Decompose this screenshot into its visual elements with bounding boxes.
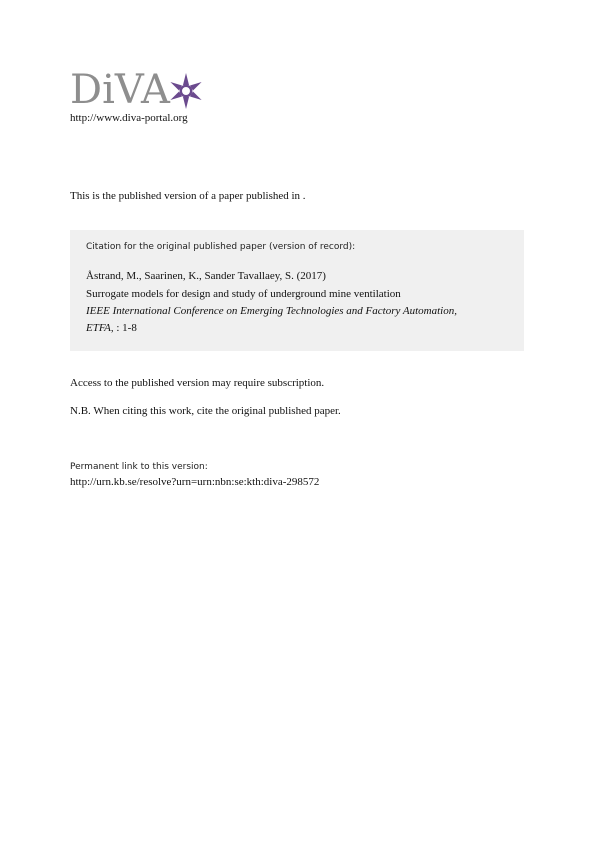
- citation-heading: Citation for the original published paper (version of record):: [86, 242, 356, 252]
- permanent-link-url[interactable]: http://urn.kb.se/resolve?urn=urn:nbn:se:kth:diva-298572: [70, 476, 320, 488]
- citation-venue-line2: [86, 322, 137, 334]
- citation-title: Surrogate models for design and study of underground mine ventilation: [86, 288, 401, 300]
- citation-authors: Åstrand, M., Saarinen, K., Sander Tavallaey, S. (2017): [86, 270, 326, 282]
- star-icon: [166, 71, 206, 111]
- citation-box: [70, 230, 524, 351]
- citation-venue-abbrev: ETFA: [86, 322, 111, 334]
- citation-pages: , : 1-8: [110, 322, 137, 334]
- permanent-link-label: Permanent link to this version:: [70, 462, 208, 472]
- nb-note: N.B. When citing this work, cite the original published paper.: [70, 405, 341, 417]
- intro-text: This is the published version of a paper published in .: [70, 190, 306, 202]
- diva-logo-text: DiVA: [70, 67, 170, 113]
- diva-logo: [70, 68, 206, 112]
- citation-venue: IEEE International Conference on Emerging Technologies and Factory Automation,: [86, 305, 457, 317]
- access-note: Access to the published version may require subscription.: [70, 377, 325, 389]
- portal-url[interactable]: http://www.diva-portal.org: [70, 112, 188, 124]
